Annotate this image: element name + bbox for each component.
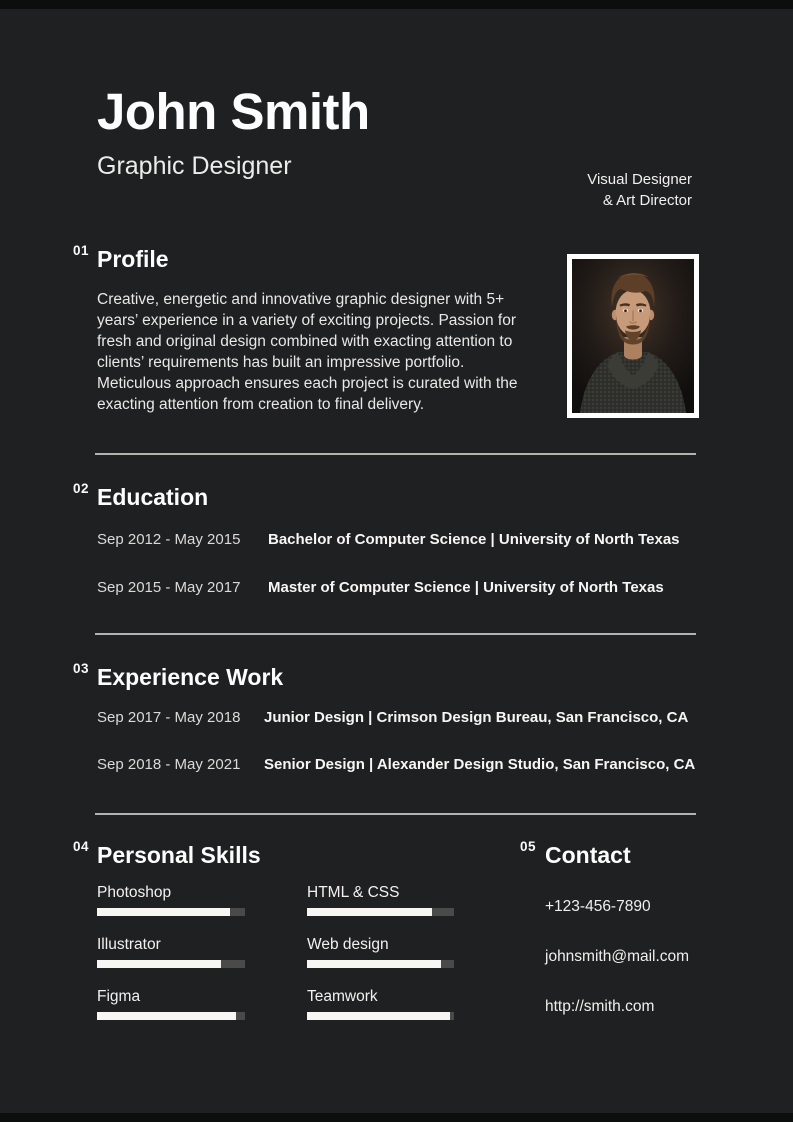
person-name: John Smith bbox=[97, 83, 370, 140]
section-heading-contact: Contact bbox=[545, 842, 631, 868]
skill-bar-fill bbox=[97, 960, 221, 968]
experience-row bbox=[97, 756, 697, 774]
skill-item bbox=[307, 988, 454, 1019]
skill-bar-track bbox=[97, 908, 245, 916]
skill-bar-fill bbox=[307, 960, 441, 968]
experience-detail: Junior Design | Crimson Design Bureau, San Francisco, CA bbox=[264, 709, 689, 726]
skill-bar-track bbox=[97, 960, 245, 968]
skill-bar-track bbox=[307, 908, 454, 916]
section-heading-education: Education bbox=[97, 484, 209, 510]
experience-row bbox=[97, 709, 697, 727]
education-dates: Sep 2015 - May 2017 bbox=[97, 579, 241, 596]
section-heading-experience: Experience Work bbox=[97, 664, 284, 690]
skill-bar-fill bbox=[307, 908, 432, 916]
skill-bar-track bbox=[307, 960, 454, 968]
skill-bar-fill bbox=[307, 1012, 450, 1020]
education-detail: Master of Computer Science | University of North Texas bbox=[268, 579, 664, 596]
section-divider bbox=[95, 813, 696, 815]
skills-grid bbox=[97, 884, 454, 1019]
skill-label: Web design bbox=[307, 936, 389, 953]
skill-label: Figma bbox=[97, 988, 141, 1005]
tagline-line1: Visual Designer bbox=[587, 171, 692, 188]
skill-label: Illustrator bbox=[97, 936, 161, 953]
skill-item bbox=[97, 936, 245, 967]
section-number-education: 02 bbox=[73, 481, 90, 496]
skill-bar-track bbox=[97, 1012, 245, 1020]
skill-bar-fill bbox=[97, 908, 230, 916]
skill-item bbox=[97, 988, 245, 1019]
education-dates: Sep 2012 - May 2015 bbox=[97, 531, 241, 548]
section-heading-skills: Personal Skills bbox=[97, 842, 261, 868]
profile-text: Creative, energetic and innovative graphic designer with 5+ years’ experience in a variety of exciting projects. Passion for fresh and original design combined with exacting attention to clients’ requirements has built an impressive portfolio. Meticulous approach ensures each project is curated with the exacting attention from creation to final delivery. bbox=[97, 291, 518, 413]
skill-label: HTML & CSS bbox=[307, 884, 400, 901]
contact-website: http://smith.com bbox=[545, 998, 655, 1015]
portrait-photo bbox=[567, 254, 699, 418]
skill-label: Teamwork bbox=[307, 988, 378, 1005]
section-number-skills: 04 bbox=[73, 839, 90, 854]
education-row bbox=[97, 579, 697, 597]
portrait-illustration bbox=[572, 259, 694, 413]
section-divider bbox=[95, 633, 696, 635]
contact-phone: +123-456-7890 bbox=[545, 898, 651, 915]
section-number-contact: 05 bbox=[520, 839, 537, 854]
job-title: Graphic Designer bbox=[97, 152, 292, 180]
education-detail: Bachelor of Computer Science | University of North Texas bbox=[268, 531, 680, 548]
contact-list bbox=[545, 898, 689, 1016]
tagline-line2: & Art Director bbox=[602, 192, 692, 209]
top-frame-bar bbox=[0, 0, 793, 9]
tagline bbox=[587, 169, 692, 211]
contact-email: johnsmith@mail.com bbox=[545, 948, 690, 965]
section-number-profile: 01 bbox=[73, 243, 90, 258]
education-row bbox=[97, 531, 697, 549]
bottom-frame-bar bbox=[0, 1113, 793, 1122]
section-divider bbox=[95, 453, 696, 455]
experience-detail: Senior Design | Alexander Design Studio, San Francisco, CA bbox=[264, 756, 696, 773]
section-heading-profile: Profile bbox=[97, 246, 169, 272]
section-number-experience: 03 bbox=[73, 661, 90, 676]
skill-item bbox=[307, 884, 454, 915]
experience-dates: Sep 2018 - May 2021 bbox=[97, 756, 241, 773]
experience-dates: Sep 2017 - May 2018 bbox=[97, 709, 241, 726]
skill-item bbox=[97, 884, 245, 915]
skill-bar-track bbox=[307, 1012, 454, 1020]
skill-bar-fill bbox=[97, 1012, 236, 1020]
skill-label: Photoshop bbox=[97, 884, 172, 901]
skill-item bbox=[307, 936, 454, 967]
